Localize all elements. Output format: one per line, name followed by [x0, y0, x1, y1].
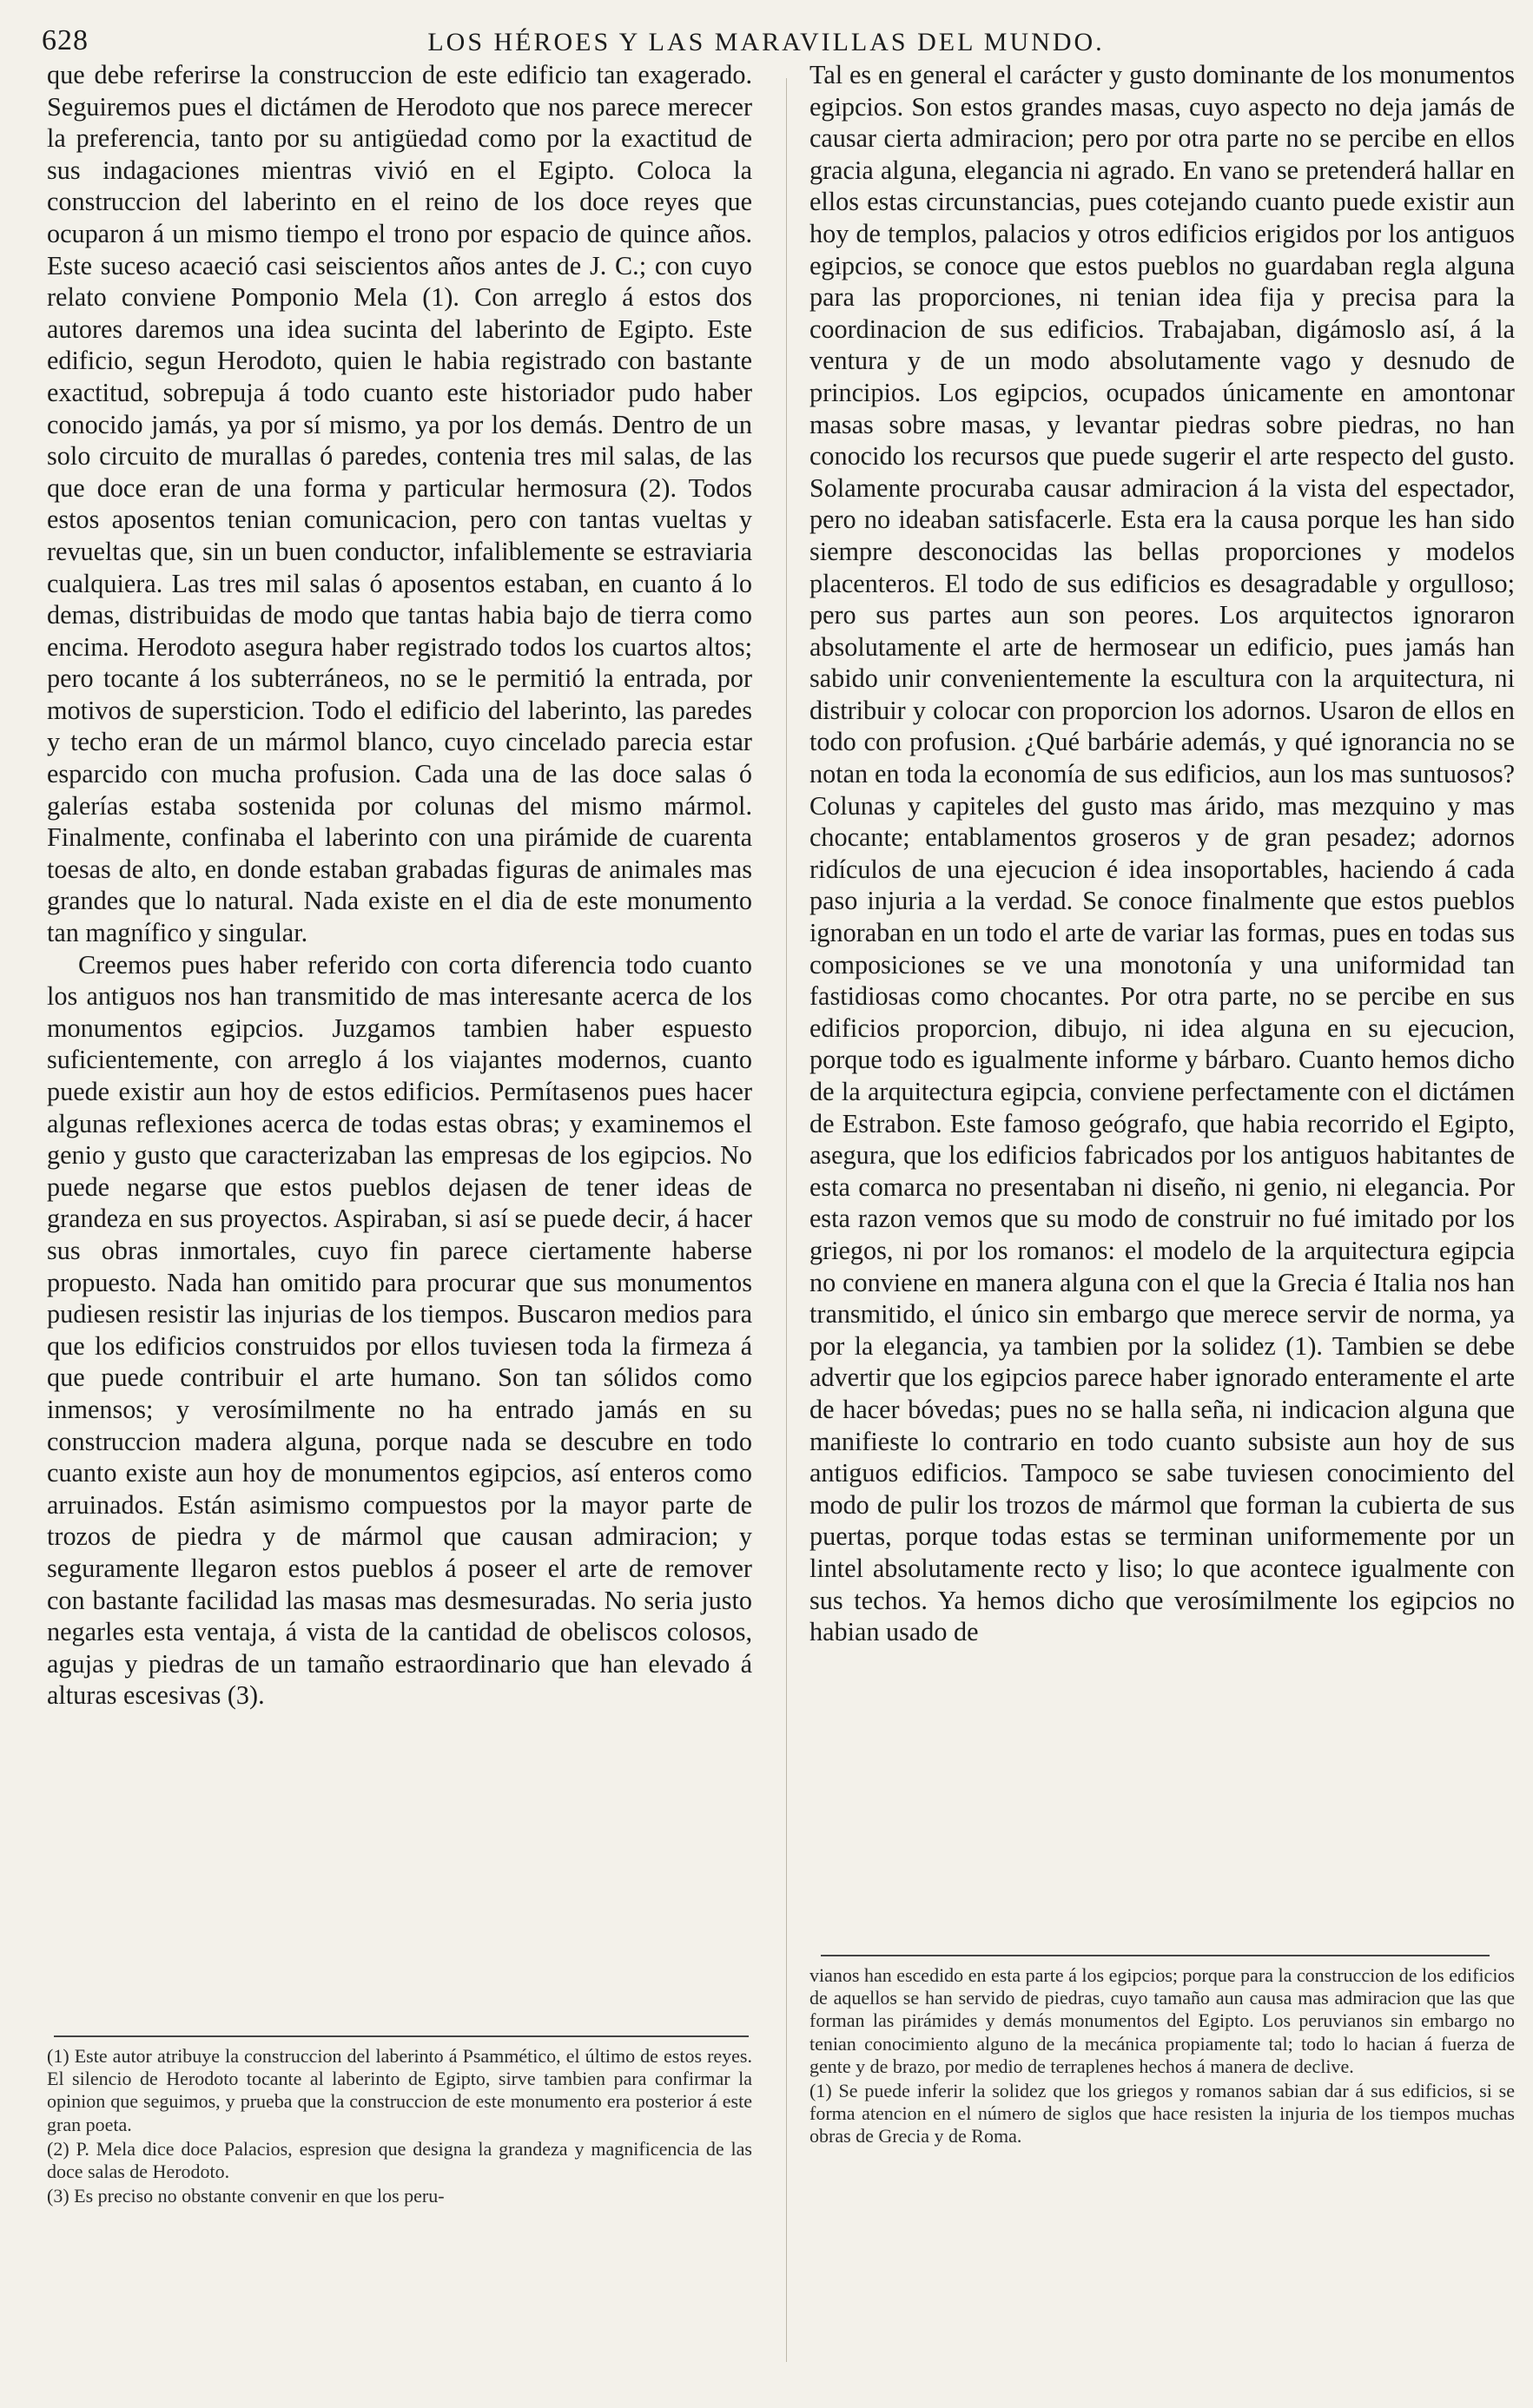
footnote-rule-left [54, 2035, 749, 2037]
footnote: (2) P. Mela dice doce Palacios, espresion que designa la grandeza y magnificencia de las doce salas de Herodoto. [47, 2137, 752, 2183]
column-divider [786, 78, 787, 2362]
left-paragraph-2: Creemos pues haber referido con corta diferencia todo cuanto los antiguos nos han transmitido de mas interesante acerca de los monumentos egipcios. Juzgamos tambien haber espuesto suficientemente, con arreglo á los viajantes modernos, cuanto puede existir aun hoy de estos edificios. Permítasenos pues hacer algunas reflexiones acerca de todas estas obras; y examinemos el genio y gusto que caracterizaban las empresas de los egipcios. No puede negarse que estos pueblos dejasen de tener ideas de grandeza en sus proyectos. Aspiraban, si así se puede decir, á hacer sus obras inmortales, cuyo fin parece ciertamente haberse propuesto. Nada han omitido para procurar que sus monumentos pudiesen resistir las injurias de los tiempos. Buscaron medios para que los edificios construidos por ellos tuviesen toda la firmeza á que puede contribuir el arte humano. Son tan sólidos como inmensos; y verosímilmente no ha entrado jamás en su construccion madera alguna, porque nada se descubre en todo cuanto existe aun hoy de monumentos egipcios, así enteros como arruinados. Están asimismo compuestos por la mayor parte de trozos de piedra y de mármol que causan admiracion; y seguramente llegaron estos pueblos á poseer el arte de remover con bastante facilidad las masas mas desmesuradas. No seria justo negarles esta ventaja, á vista de la cantidad de obeliscos colosos, agujas y piedras de un tamaño estraordinario que han elevado á alturas escesivas (3). [47, 949, 752, 1711]
footnote: (3) Es preciso no obstante convenir en que los peru- [47, 2185, 445, 2207]
footnote: (1) Este autor atribuye la construccion del laberinto á Psammético, el último de estos reyes. El silencio de Herodoto tocante al laberinto de Egipto, sirve tambien para confirmar la opinion que seguimos, y prueba que la construccion de este monumento era posterior á este gran poeta. [47, 2045, 752, 2135]
footnotes-right [809, 1964, 1515, 2150]
right-paragraph-1: Tal es en general el carácter y gusto dominante de los monumentos egipcios. Son estos grandes masas, cuyo aspecto no deja jamás de causar cierta admiracion; pero por otra parte no se percibe en ellos gracia alguna, elegancia ni agrado. En vano se pretenderá hallar en ellos estas circunstancias, pues cotejando cuanto puede existir aun hoy de templos, palacios y otros edificios erigidos por los antiguos egipcios, se conoce que estos pueblos no guardaban regla alguna para las proporciones, ni tenian idea fija y precisa para la coordinacion de sus edificios. Trabajaban, digámoslo así, á la ventura y de un modo absolutamente vago y desnudo de principios. Los egipcios, ocupados únicamente en amontonar masas sobre masas, y levantar piedras sobre piedras, no han conocido los recursos que puede sugerir el arte respecto del gusto. Solamente procuraba causar admiracion á la vista del espectador, pero no ideaban satisfacerle. Esta era la causa porque les han sido siempre desconocidas las bellas proporciones y modelos placenteros. El todo de sus edificios es desagradable y orgulloso; pero sus partes aun son peores. Los arquitectos ignoraron absolutamente el arte de hermosear un edificio, pues jamás han sabido unir convenientemente la escultura con la arquitectura, ni distribuir y colocar con proporcion los adornos. Usaron de ellos en todo con profusion. ¿Qué barbárie además, y qué ignorancia no se notan en toda la economía de sus edificios, aun los mas suntuosos? Colunas y capiteles del gusto mas árido, mas mezquino y mas chocante; entablamentos groseros y de gran pesadez; adornos ridículos de una ejecucion é idea insoportables, haciendo á cada paso injuria a la verdad. Se conoce finalmente que estos pueblos ignoraban en un todo el arte de variar las formas, pues en todas sus composiciones se ve una monotonía y una uniformidad tan fastidiosas como chocantes. Por otra parte, no se percibe en sus edificios proporcion, dibujo, ni idea alguna en su ejecucion, porque todo es igualmente informe y bárbaro. Cuanto hemos dicho de la arquitectura egipcia, conviene perfectamente con el dictámen de Estrabon. Este famoso geógrafo, que habia recorrido el Egipto, asegura, que los edificios fabricados por los antiguos habitantes de esta comarca no presentaban ni diseño, ni genio, ni elegancia. Por esta razon vemos que su modo de construir no fué imitado por los griegos, ni por los romanos: el modelo de la arquitectura egipcia no conviene en manera alguna con el que la Grecia é Italia nos han transmitido, el único sin embargo que merece servir de norma, ya por la elegancia, ya tambien por la solidez (1). Tambien se debe advertir que los egipcios parece haber ignorado enteramente el arte de hacer bóvedas; pues no se halla seña, ni indicacion alguna que manifieste lo contrario en todo cuanto subsiste aun hoy de sus antiguos edificios. Tampoco se sabe tuviesen conocimiento del modo de pulir los trozos de mármol que forman la cubierta de sus puertas, porque todas estas se terminan uniformemente por un lintel absolutamente recto y liso; lo que acontece igualmente con sus techos. Ya hemos dicho que verosímilmente los egipcios no habian usado de [809, 60, 1515, 1647]
footnotes-left [47, 2045, 752, 2209]
footnote: (1) Se puede inferir la solidez que los griegos y romanos sabian dar á sus edificios, si se forma atencion en el número de siglos que hace resisten la injuria de los tiempos muchas obras de Grecia y de Roma. [809, 2080, 1515, 2147]
footnote-rule-right [821, 1955, 1490, 1956]
right-column [809, 59, 1515, 1648]
left-column [47, 59, 752, 1712]
footnote: vianos han escedido en esta parte á los egipcios; porque para la construccion de los edificios de aquellos se han servido de piedras, cuyo tamaño aun causa mas admiracion que las que forman las pirámides y demás monumentos del Egipto. Los peruvianos sin embargo no tenian conocimiento alguno de la mecánica propiamente tal; todo lo hacian á fuerza de gente y de brazo, por medio de terraplenes hechos á manera de declive. [809, 1964, 1515, 2077]
page-number: 628 [42, 24, 89, 56]
left-paragraph-1: que debe referirse la construccion de este edificio tan exagerado. Seguiremos pues el dictámen de Herodoto que nos parece merecer la preferencia, tanto por su antigüedad como por la exactitud de sus indagaciones mientras vivió en el Egipto. Coloca la construccion del laberinto en el reino de los doce reyes que ocuparon á un mismo tiempo el trono por espacio de quince años. Este suceso acaeció casi seiscientos años antes de J. C.; con cuyo relato conviene Pomponio Mela (1). Con arreglo á estos dos autores daremos una idea sucinta del laberinto de Egipto. Este edificio, segun Herodoto, quien le habia registrado con bastante exactitud, sobrepuja á todo cuanto este historiador pudo haber conocido jamás, ya por sí mismo, ya por los demás. Dentro de un solo circuito de murallas ó paredes, contenia tres mil salas, de las que doce eran de una forma y particular hermosura (2). Todos estos aposentos tenian comunicacion, pero con tantas vueltas y revueltas que, sin un buen conductor, infaliblemente se estraviaria cualquiera. Las tres mil salas ó aposentos estaban, en cuanto á lo demas, distribuidas de modo que tantas habia bajo de tierra como encima. Herodoto asegura haber registrado todos los cuartos altos; pero tocante á los subterráneos, no se le permitió la entrada, por motivos de supersticion. Todo el edificio del laberinto, las paredes y techo eran de un mármol blanco, cuyo cincelado parecia estar esparcido con mucha profusion. Cada una de las doce salas ó galerías estaba sostenida por colunas del mismo mármol. Finalmente, confinaba el laberinto con una pirámide de cuarenta toesas de alto, en donde estaban grabadas figuras de animales mas grandes que lo natural. Nada existe en el dia de este monumento tan magnífico y singular. [47, 60, 752, 948]
running-title: LOS HÉROES Y LAS MARAVILLAS DEL MUNDO. [427, 28, 1105, 56]
